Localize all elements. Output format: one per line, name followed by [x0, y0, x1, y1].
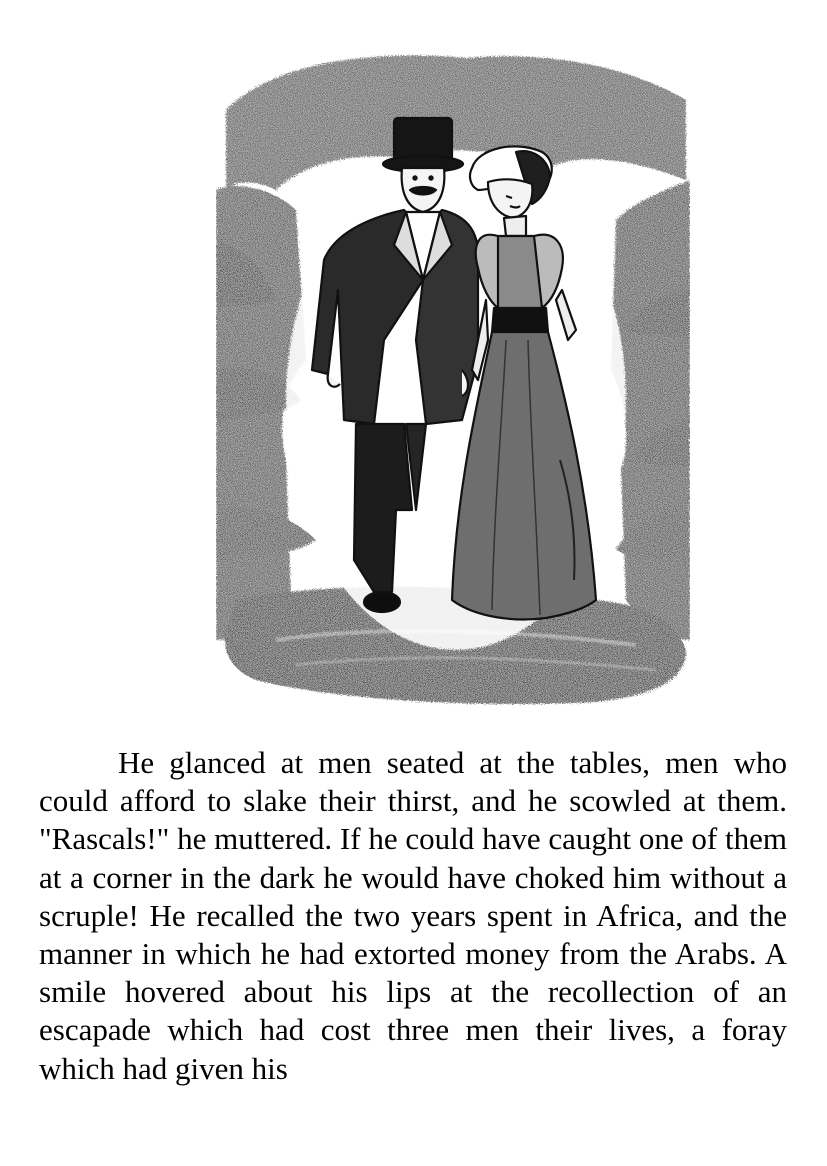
- couple-walking-illustration: [216, 40, 690, 708]
- paragraph: He glanced at men seated at the tables, men who could afford to slake their thirst, and he scowled at them. "Rascals!" he muttered. If he could have caught one of them at a corner in the dark he would have choked him without a scruple! He recalled the two years spent in Africa, and the manner in which he had extorted money from the Arabs. A smile hovered about his lips at the recollection of an escapade which had cost three men their lives, a foray which had given his: [39, 745, 787, 1086]
- ink-drawing-icon: [216, 40, 690, 708]
- body-text: [39, 744, 787, 1088]
